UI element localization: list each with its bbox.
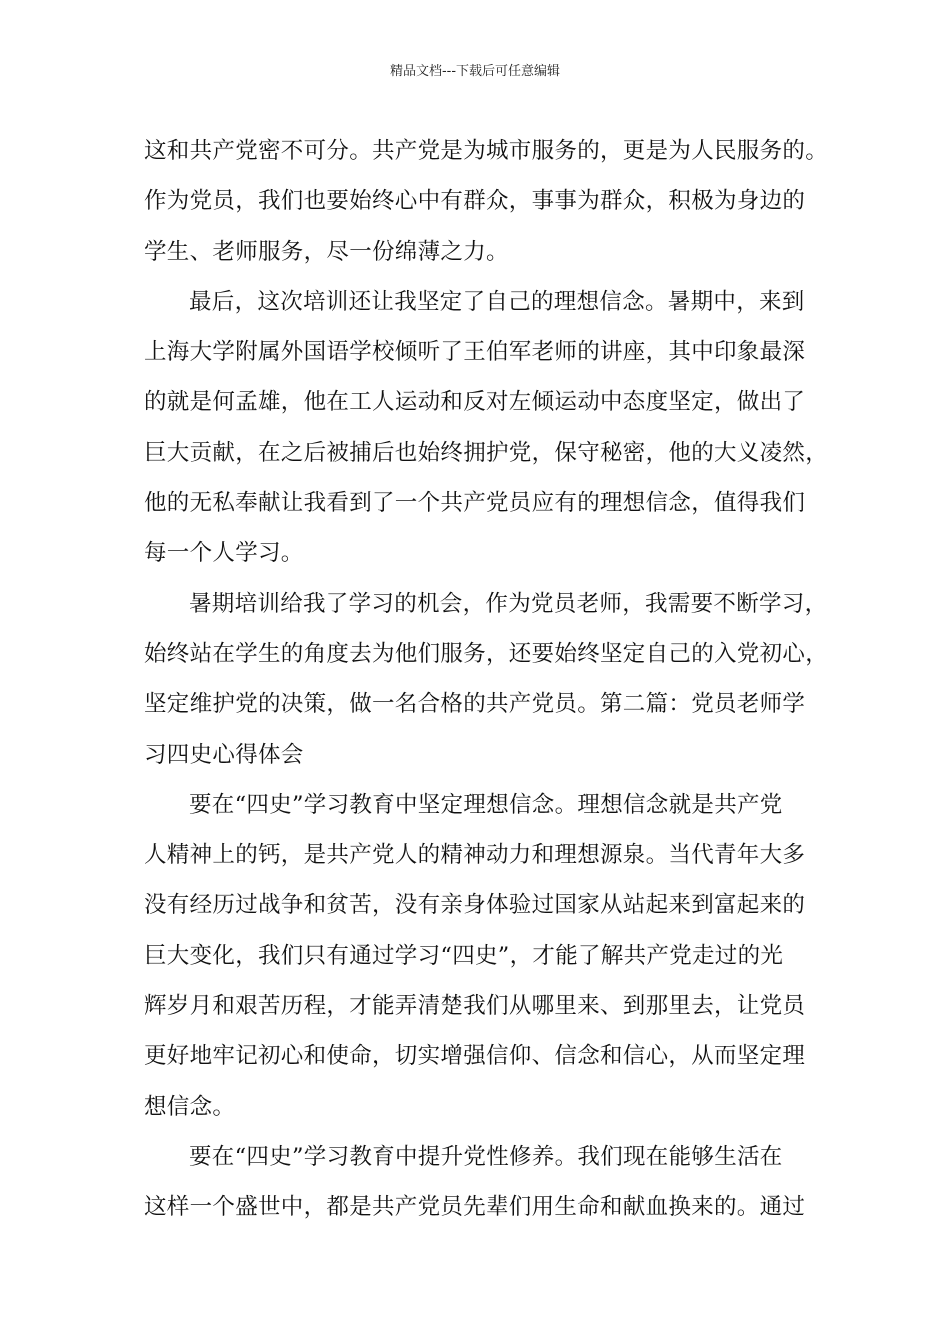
paragraph-start-line: 最后，这次培训还让我坚定了自己的理想信念。暑期中，来到 xyxy=(189,288,805,315)
paragraph-start-line: 要在“四史”学习教育中提升党性修养。我们现在能够生活在 xyxy=(189,1143,783,1170)
paragraph-start-line: 要在“四史”学习教育中坚定理想信念。理想信念就是共产党 xyxy=(189,791,783,818)
text-line: 人精神上的钙，是共产党人的精神动力和理想源泉。当代青年大多 xyxy=(144,842,806,869)
text-line: 这和共产党密不可分。共产党是为城市服务的，更是为人民服务的。 xyxy=(144,138,829,164)
text-line: 更好地牢记初心和使命，切实增强信仰、信念和信心，从而坚定理 xyxy=(144,1043,806,1070)
text-line: 的就是何孟雄，他在工人运动和反对左倾运动中态度坚定，做出了 xyxy=(144,389,806,416)
document-body xyxy=(144,126,829,1233)
text-line: 坚定维护党的决策，做一名合格的共产党员。第二篇：党员老师学 xyxy=(144,691,806,718)
text-line: 学生、老师服务，尽一份绵薄之力。 xyxy=(144,238,509,265)
text-line: 辉岁月和艰苦历程，才能弄清楚我们从哪里来、到那里去，让党员 xyxy=(144,993,806,1020)
page-header: 精品文档---下载后可任意编辑 xyxy=(389,64,561,79)
paragraph-start-line: 暑期培训给我了学习的机会，作为党员老师，我需要不断学习， xyxy=(189,590,828,617)
text-line: 巨大变化，我们只有通过学习“四史”，才能了解共产党走过的光 xyxy=(144,942,784,969)
text-line: 上海大学附属外国语学校倾听了王伯军老师的讲座，其中印象最深 xyxy=(144,339,806,366)
text-line: 想信念。 xyxy=(144,1093,236,1120)
text-line: 作为党员，我们也要始终心中有群众，事事为群众，积极为身边的 xyxy=(144,188,806,215)
text-line: 这样一个盛世中，都是共产党员先辈们用生命和献血换来的。通过 xyxy=(144,1194,806,1221)
text-line: 每一个人学习。 xyxy=(144,540,304,567)
text-line: 没有经历过战争和贫苦，没有亲身体验过国家从站起来到富起来的 xyxy=(144,892,806,919)
text-line: 他的无私奉献让我看到了一个共产党员应有的理想信念，值得我们 xyxy=(144,490,806,517)
text-line: 巨大贡献，在之后被捕后也始终拥护党，保守秘密，他的大义凌然， xyxy=(144,439,829,466)
text-line: 习四史心得体会 xyxy=(144,741,304,768)
text-line: 始终站在学生的角度去为他们服务，还要始终坚定自己的入党初心， xyxy=(144,640,829,667)
